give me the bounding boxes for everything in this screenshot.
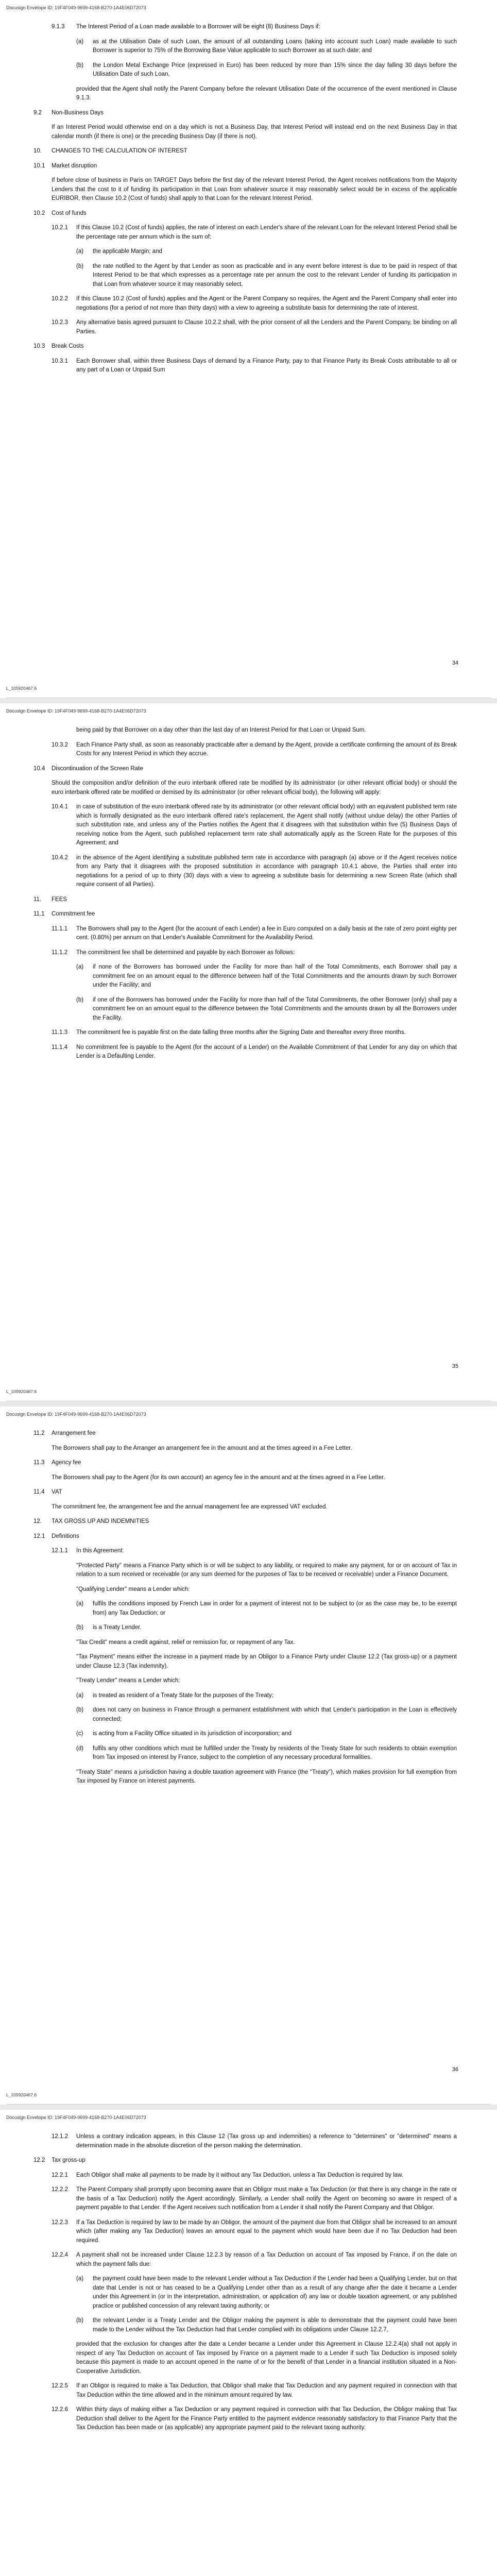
paragraph — [0, 176, 497, 204]
clause-number: 9.2 — [33, 109, 42, 116]
page-body — [0, 1429, 497, 2048]
clause-item — [0, 1623, 497, 1633]
clause-text: Each Obligor shall make all payments to be made by it without any Tax Deduction, unless a Tax Deduction is required by law. — [76, 2172, 403, 2178]
paragraph — [0, 123, 497, 141]
clause-number: (a) — [76, 1692, 84, 1699]
clause-text: is a Treaty Lender. — [93, 1624, 142, 1631]
clause-text: the relevant Lender is a Treaty Lender and the Obligor making the payment is able to demonstrate that the payment could have been made to the Lender without the Tax Deduction had that Lender complied with its obligations under Clause 12.2.7, — [93, 2317, 457, 2333]
clause — [0, 854, 497, 890]
section-heading — [0, 1429, 497, 1438]
clause — [0, 224, 497, 242]
clause-item — [0, 247, 497, 257]
envelope-id-header: Docusign Envelope ID: 19F4F049-9699-4168-B270-1A4E06D72073 — [6, 5, 146, 10]
clause-item — [0, 996, 497, 1023]
clause-text: the rate notified to the Agent by that Lender as soon as practicable and in any event before interest is due to be paid in respect of that Interest Period to be that which expresses as a percentage rate per annum the cost to the relevant Lender of funding its participation in that Loan from whatever source it may reasonably select. — [93, 263, 457, 287]
clause — [0, 23, 497, 32]
clause-text: the London Metal Exchange Price (expressed in Euro) has been reduced by more than 15% since the day falling 30 days before the Utilisation Date of such Loan, — [93, 62, 457, 77]
section-heading — [0, 342, 497, 351]
clause — [0, 925, 497, 943]
section-heading — [0, 162, 497, 171]
clause-text: FEES — [52, 896, 67, 903]
clause-text: being paid by that Borrower on a day other than the last day of an Interest Period for that Loan or Unpaid Sum. — [76, 727, 366, 733]
clause-text: the applicable Margin; and — [93, 248, 162, 255]
clause-text: the payment could have been made to the relevant Lender without a Tax Deduction if the Lender had been a Qualifying Lender, but on that date that Lender is not or has ceased to be a Qualifying Lender other than as a result of any change after the date it became a Lender under this Agreement in (or in the interpretation, administration, or application of) any law or double taxation agreement, or any published practice or published concession of any relevant taxing authority; or — [93, 2276, 457, 2309]
clause-text: Break Costs — [52, 343, 84, 349]
clause-number: (b) — [76, 1707, 84, 1713]
clause-text: If a Tax Deduction is required by law to be made by an Obligor, the amount of the payment due from that Obligor shall be increased to an amount which (after making any Tax Deduction) leaves an amount equal to the payment which would have been due if no Tax Deduction had been required. — [76, 2219, 457, 2244]
section-heading — [0, 1517, 497, 1527]
clause — [0, 2185, 497, 2213]
clause-text: in the absence of the Agent identifying a substitute published term rate in accordance with paragraph (a) above or if the Agent receives notice from any Party that it disagrees with the proposed substitution in accordance with paragraph 10.4.1 above, the Parties shall enter into negotiations for a period of up to thirty (30) days with a view to agreeing a substitute basis for determining a new Screen Rate (which shall require consent of all Parties). — [76, 854, 457, 888]
clause-number: 10.3.2 — [52, 741, 68, 748]
section-heading — [0, 765, 497, 774]
clause-number: 10.4 — [33, 765, 45, 772]
clause-text: as at the Utilisation Date of such Loan, the amount of all outstanding Loans (taking into account such Loan) made available to such Borrower is superior to 75% of the Borrowing Base Value applicable to such Borrower as at such date; and — [93, 38, 457, 54]
clause-text: The commitment fee is payable first on the date falling three months after the Signing Date and thereafter every three months. — [76, 1029, 406, 1036]
clause-number: 12.2.5 — [52, 2383, 68, 2389]
clause-number: 10.3 — [33, 343, 45, 349]
clause-number: 12. — [33, 1518, 42, 1524]
clause-number: 9.1.3 — [52, 24, 65, 30]
clause-text: A payment shall not be increased under Clause 12.2.3 by reason of a Tax Deduction on account of Tax imposed by France, if on the date on which the payment falls due: — [76, 2252, 457, 2267]
clause-text: The Borrowers shall pay to the Agent (for its own account) an agency fee in the amount and at the times agreed in a Fee Letter. — [52, 1474, 385, 1481]
clause-text: If before close of business in Paris on TARGET Days before the first day of the relevant Interest Period, the Agent receives notifications from the Majority Lenders that the cost to it of funding its participation in that Loan from whatever source it may reasonably select would be in excess of the applicable EURIBOR, then Clause 10.2 (Cost of funds) shall apply to that Loan for the relevant Interest Period. — [52, 177, 457, 201]
paragraph — [0, 1444, 497, 1453]
clause-number: 10.1 — [33, 162, 45, 169]
page-number: 36 — [452, 2066, 458, 2073]
clause-number: 12.1.1 — [52, 1548, 68, 1554]
clause-number: (b) — [76, 2317, 84, 2324]
clause-number: 11.1.1 — [52, 925, 68, 932]
clause-number: 10.2.1 — [52, 225, 68, 231]
clause-number: 11.1.4 — [52, 1044, 68, 1050]
clause-text: The commitment fee shall be determined and payable by each Borrower as follows: — [76, 949, 295, 956]
page-number: 34 — [452, 660, 458, 666]
clause-number: (a) — [76, 248, 84, 255]
clause-number: 11. — [33, 896, 42, 903]
clause-number: 12.2.2 — [52, 2187, 68, 2193]
clause — [0, 803, 497, 848]
clause — [0, 741, 497, 759]
document-reference-footer: L_105920467.6 — [6, 686, 37, 691]
paragraph — [0, 1473, 497, 1483]
clause-number: (d) — [76, 1745, 84, 1752]
clause-number: (a) — [76, 964, 84, 970]
clause-text: The commitment fee, the arrangement fee and the annual management fee are expressed VAT excluded. — [52, 1503, 328, 1510]
paragraph — [0, 85, 497, 103]
clause-text: Definitions — [52, 1533, 79, 1539]
clause-number: 11.2 — [33, 1430, 45, 1436]
clause-item — [0, 2275, 497, 2311]
clause — [0, 2218, 497, 2246]
clause-number: 11.1 — [33, 911, 45, 917]
paragraph — [0, 726, 497, 735]
document-page — [0, 1406, 497, 2105]
clause-item — [0, 1706, 497, 1724]
clause-number: 11.1.2 — [52, 949, 68, 956]
clause — [0, 295, 497, 313]
clause-number: 10.2 — [33, 210, 45, 216]
clause-text: The Borrowers shall pay to the Agent (for the account of each Lender) a fee in Euro computed on a daily basis at the rate of zero point eighty per cent. (0.80%) per annum on that Lender's Available Commitment for the Availability Period. — [76, 925, 457, 941]
clause-number: (b) — [76, 1624, 84, 1631]
clause-text: is treated as resident of a Treaty State for the purposes of the Treaty; — [93, 1692, 273, 1699]
clause-number: 12.1.2 — [52, 2133, 68, 2140]
paragraph — [0, 1638, 497, 1648]
clause-text: If an Obligor is required to make a Tax Deduction, that Obligor shall make that Tax Deduction and any payment required in connection with that Tax Deduction within the time allowed and in the minimum amount required by law. — [76, 2383, 457, 2398]
clause-text: Unless a contrary indication appears, in this Clause 12 (Tax gross up and indemnities) a reference to "determines" or "determined" means a determination made in the absolute discretion of the person making the determination. — [76, 2133, 457, 2149]
clause-number: (a) — [76, 1601, 84, 1607]
clause-text: VAT — [52, 1489, 62, 1495]
document-page — [0, 703, 497, 1401]
paragraph — [0, 779, 497, 797]
section-heading — [0, 147, 497, 156]
clause-text: Cost of funds — [52, 210, 87, 216]
paragraph — [0, 1768, 497, 1786]
clause — [0, 948, 497, 958]
clause — [0, 2171, 497, 2180]
clause — [0, 318, 497, 336]
document-reference-footer: L_105920467.6 — [6, 1389, 37, 1394]
clause-number: 12.2.1 — [52, 2172, 68, 2178]
paragraph — [0, 1585, 497, 1595]
section-heading — [0, 1488, 497, 1497]
clause-text: "Treaty State" means a jurisdiction having a double taxation agreement with France (the "Treaty"), which makes provision for full exemption from Tax imposed by France on interest payments. — [76, 1769, 457, 1784]
clause-number: (a) — [76, 2276, 84, 2282]
clause-item — [0, 1691, 497, 1701]
page-number: 35 — [452, 1363, 458, 1369]
section-heading — [0, 910, 497, 919]
clause-number: (b) — [76, 996, 84, 1003]
paragraph — [0, 1562, 497, 1580]
page-body — [0, 726, 497, 1345]
clause-number: 10.2.2 — [52, 296, 68, 302]
clause-item — [0, 1600, 497, 1618]
clause-text: if one of the Borrowers has borrowed under the Facility for more than half of the Total Commitments, the other Borrower (only) shall pay a commitment fee on an amount equal to the difference between the Total Commitments and the amounts drawn by all the Borrowers under the Facility. — [93, 996, 457, 1021]
paragraph — [0, 2340, 497, 2376]
clause-item — [0, 2316, 497, 2334]
clause-text: provided that the Agent shall notify the Parent Company before the relevant Utilisation Date of the occurrence of the event mentioned in Clause 9.1.3. — [76, 86, 457, 101]
clause-text: Should the composition and/or definition of the euro interbank offered rate be modified by its administrator (or other relevant official body) or should the euro interbank offered rate be modified or demised by its administrator (or other relevant official body), the following will apply: — [52, 780, 457, 795]
clause-text: No commitment fee is payable to the Agent (for the account of a Lender) on the Available Commitment of that Lender for any day on which that Lender is a Defaulting Lender. — [76, 1044, 457, 1059]
clause — [0, 2382, 497, 2400]
clause-item — [0, 1730, 497, 1739]
clause-text: TAX GROSS UP AND INDEMNITIES — [52, 1518, 149, 1524]
clause-text: in case of substitution of the euro interbank offered rate by its administrator (or other relevant official body) with an equivalent published term rate which is formally designated as the euro interbank offered rate's replacement, the Agent shall notify (without undue delay) the other Parties of such substitution rate, and unless any of the Parties notifies the Agent that it disagrees with that substitution within five (5) Business Days of receiving notice from the Agent, such published replacement term rate shall automatically apply as the Screen Rate for the purposes of this Agreement; and — [76, 804, 457, 846]
clause-number: (b) — [76, 263, 84, 269]
section-heading — [0, 895, 497, 905]
clause-text: is acting from a Facility Office situated in its jurisdiction of incorporation; and — [93, 1731, 292, 1737]
section-heading — [0, 1532, 497, 1541]
clause-text: Each Borrower shall, within three Business Days of demand by a Finance Party, pay to that Finance Party its Break Costs attributable to all or any part of a Loan or Unpaid Sum — [76, 358, 457, 373]
clause-number: (a) — [76, 38, 84, 45]
paragraph — [0, 1653, 497, 1671]
clause-number: 10. — [33, 148, 42, 154]
clause-text: If this Clause 10.2 (Cost of funds) applies and the Agent or the Parent Company so requires, the Agent and the Parent Company shall enter into negotiations (for a period of not more than thirty days) with a view to agreeing a substitute basis for determining the rate of interest. — [76, 296, 457, 311]
page-body — [0, 23, 497, 641]
page-body — [0, 2132, 497, 2576]
clause-text: "Tax Payment" means either the increase in a payment made by an Obligor to a Finance Party under Clause 12.2 (Tax gross-up) or a payment under Clause 12.3 (Tax indemnity). — [76, 1654, 457, 1669]
clause-text: "Treaty Lender" means a Lender which: — [76, 1677, 180, 1684]
envelope-id-header: Docusign Envelope ID: 19F4F049-9699-4168-B270-1A4E06D72073 — [6, 2115, 146, 2120]
clause-text: Agency fee — [52, 1460, 81, 1466]
clause-number: 12.2.3 — [52, 2219, 68, 2226]
clause-text: Tax gross-up — [52, 2157, 85, 2163]
paragraph — [0, 1503, 497, 1512]
clause-text: provided that the exclusion for changes after the date a Lender became a Lender under this Agreement in Clause 12.2.4(a) shall not apply in respect of any Tax Deduction on account of Tax imposed by France on a payment made to a Lender if such Tax Deduction is imposed solely because this payment is made to an account opened in the name of or for the benefit of that Lender in a financial institution situated in a Non-Cooperative Jurisdiction. — [76, 2341, 457, 2375]
section-heading — [0, 2156, 497, 2165]
clause-text: If this Clause 10.2 (Cost of funds) applies, the rate of interest on each Lender's share of the relevant Loan for the relevant Interest Period shall be the percentage rate per annum which is the sum of: — [76, 225, 457, 240]
page-divider — [6, 2104, 491, 2105]
clause-text: fulfils any other conditions which must be fulfilled under the Treaty by residents of the Treaty State for such residents to obtain exemption from Tax imposed on interest by France, subject to the completion of any necessary procedural formalities. — [93, 1745, 457, 1760]
clause-text: Non-Business Days — [52, 109, 104, 116]
clause — [0, 1028, 497, 1038]
clause — [0, 1547, 497, 1556]
clause-number: 12.2.4 — [52, 2252, 68, 2258]
clause-number: (b) — [76, 62, 84, 69]
clause-text: CHANGES TO THE CALCULATION OF INTEREST — [52, 148, 187, 154]
clause-text: The Parent Company shall promptly upon becoming aware that an Obligor must make a Tax Deduction (or that there is any change in the rate or the basis of a Tax Deduction) notify the Agent accordingly. Similarly, a Lender shall notify the Agent on becoming so aware in respect of a payment payable to that Lender. If the Agent receives such notification from a Lender it shall notify the Parent Company and that Obligor. — [76, 2187, 457, 2211]
document-reference-footer: L_105920467.6 — [6, 2092, 37, 2097]
clause-text: Discontinuation of the Screen Rate — [52, 765, 143, 772]
clause-text: Market disruption — [52, 162, 97, 169]
clause-number: 12.2 — [33, 2157, 45, 2163]
section-heading — [0, 109, 497, 118]
clause — [0, 2132, 497, 2150]
clause-text: "Protected Party" means a Finance Party which is or will be subject to any liability, or required to make any payment, for or on account of Tax in relation to a sum received or receivable (or any sum deemed for the purposes of Tax to be received or receivable) under a Finance Document. — [76, 1562, 457, 1578]
clause-text: Each Finance Party shall, as soon as reasonably practicable after a demand by the Agent, provide a certificate confirming the amount of its Break Costs for any Interest Period in which they accrue. — [76, 741, 457, 757]
clause — [0, 357, 497, 375]
clause-text: fulfils the conditions imposed by French Law in order for a payment of interest not to be subject to (or as the case may be, to be exempt from) any Tax Deduction; or — [93, 1601, 457, 1616]
clause-number: 10.4.1 — [52, 804, 68, 810]
clause — [0, 2251, 497, 2269]
clause-number: 12.1 — [33, 1533, 45, 1539]
clause-text: "Qualifying Lender" means a Lender which: — [76, 1586, 190, 1592]
clause-number: 10.4.2 — [52, 854, 68, 861]
clause — [0, 2405, 497, 2433]
clause-item — [0, 61, 497, 79]
clause-number: 11.1.3 — [52, 1029, 68, 1036]
clause-number: 11.4 — [33, 1489, 45, 1495]
clause-number: 12.2.6 — [52, 2406, 68, 2413]
document-page — [0, 2110, 497, 2576]
clause — [0, 1043, 497, 1061]
clause-text: "Tax Credit" means a credit against, relief or remission for, or repayment of any Tax. — [76, 1639, 295, 1646]
clause-text: In this Agreement: — [76, 1548, 124, 1554]
clause-number: 10.2.3 — [52, 319, 68, 326]
clause-item — [0, 1744, 497, 1762]
clause-text: Commitment fee — [52, 911, 95, 917]
clause-text: if none of the Borrowers has borrowed under the Facility for more than half of the Total Commitments, each Borrower shall pay a commitment fee on an amount equal to the difference between half of the Total Commitments and the amounts drawn by such Borrower under the Facility; and — [93, 964, 457, 988]
clause-text: does not carry on business in France through a permanent establishment with which that Lender's participation in the Loan is effectively connected; — [93, 1707, 457, 1722]
clause-text: The Interest Period of a Loan made available to a Borrower will be eight (8) Business Days if: — [76, 24, 320, 30]
clause-number: 10.3.1 — [52, 358, 68, 364]
section-heading — [0, 1459, 497, 1468]
document-page — [0, 0, 497, 698]
envelope-id-header: Docusign Envelope ID: 19F4F049-9699-4168-B270-1A4E06D72073 — [6, 708, 146, 714]
clause-number: 11.3 — [33, 1460, 45, 1466]
clause-text: Within thirty days of making either a Tax Deduction or any payment required in connection with that Tax Deduction, the Obligor making that Tax Deduction shall deliver to the Agent for the Finance Party entitled to the payment evidence reasonably satisfactory to that Finance Party that the Tax Deduction has been made or (as applicable) any appropriate payment paid to the relevant taxing authority. — [76, 2406, 457, 2431]
paragraph — [0, 1676, 497, 1686]
clause-number: (c) — [76, 1731, 83, 1737]
envelope-id-header: Docusign Envelope ID: 19F4F049-9699-4168-B270-1A4E06D72073 — [6, 1412, 146, 1417]
clause-item — [0, 262, 497, 290]
clause-item — [0, 38, 497, 56]
clause-item — [0, 963, 497, 990]
clause-text: The Borrowers shall pay to the Arranger an arrangement fee in the amount and at the times agreed in a Fee Letter. — [52, 1445, 352, 1451]
clause-text: If an Interest Period would otherwise end on a day which is not a Business Day, that Interest Period will instead end on the next Business Day in that calendar month (if there is one) or the preceding Business Day (if there is not). — [52, 124, 457, 140]
clause-text: Any alternative basis agreed pursuant to Clause 10.2.2 shall, with the prior consent of all the Lenders and the Parent Company, be binding on all Parties. — [76, 319, 457, 335]
section-heading — [0, 209, 497, 218]
clause-text: Arrangement fee — [52, 1430, 96, 1436]
